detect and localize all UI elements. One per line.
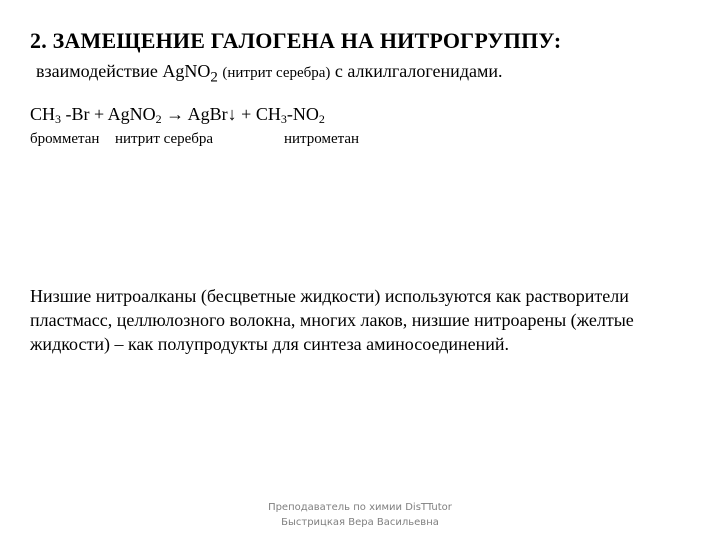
footer-line-1: Преподаватель по химии DisTTutor — [268, 502, 452, 513]
subtitle-text-2: с алкилгалогенидами. — [334, 61, 503, 81]
eq-sub-4: 2 — [318, 112, 325, 126]
subtitle-subscript: 2 — [210, 69, 218, 86]
reaction-equation — [30, 104, 325, 125]
eq-text-2: -Br + AgNO — [61, 104, 156, 124]
subtitle-text-1: взаимодействие AgNO — [36, 61, 211, 81]
eq-sub-2: 2 — [155, 112, 162, 126]
reagent-name-2: нитрит серебра — [115, 131, 214, 147]
body-paragraph: Низшие нитроалканы (бесцветные жидкости) используются как растворители пластмасс, целлюлозного волокна, многих лаков, низшие нитроарены (желтые жидкости) – как полупродукты для синтеза аминосоединений. — [30, 286, 634, 354]
eq-sub-3: 3 — [280, 112, 287, 126]
eq-sub-1: 3 — [55, 112, 62, 126]
eq-text-1: CH — [30, 104, 56, 124]
product-name: нитрометан — [284, 131, 360, 147]
eq-text-4: -NO — [286, 104, 319, 124]
reagent-name-1: бромметан — [30, 131, 100, 147]
slide-title: 2. ЗАМЕЩЕНИЕ ГАЛОГЕНА НА НИТРОГРУППУ: — [30, 28, 562, 53]
eq-text-3: → AgBr↓ + CH — [161, 104, 281, 124]
slide-subtitle — [36, 61, 503, 87]
subtitle-note: (нитрит серебра) — [222, 65, 331, 81]
footer-line-2: Быстрицкая Вера Васильевна — [281, 517, 439, 528]
